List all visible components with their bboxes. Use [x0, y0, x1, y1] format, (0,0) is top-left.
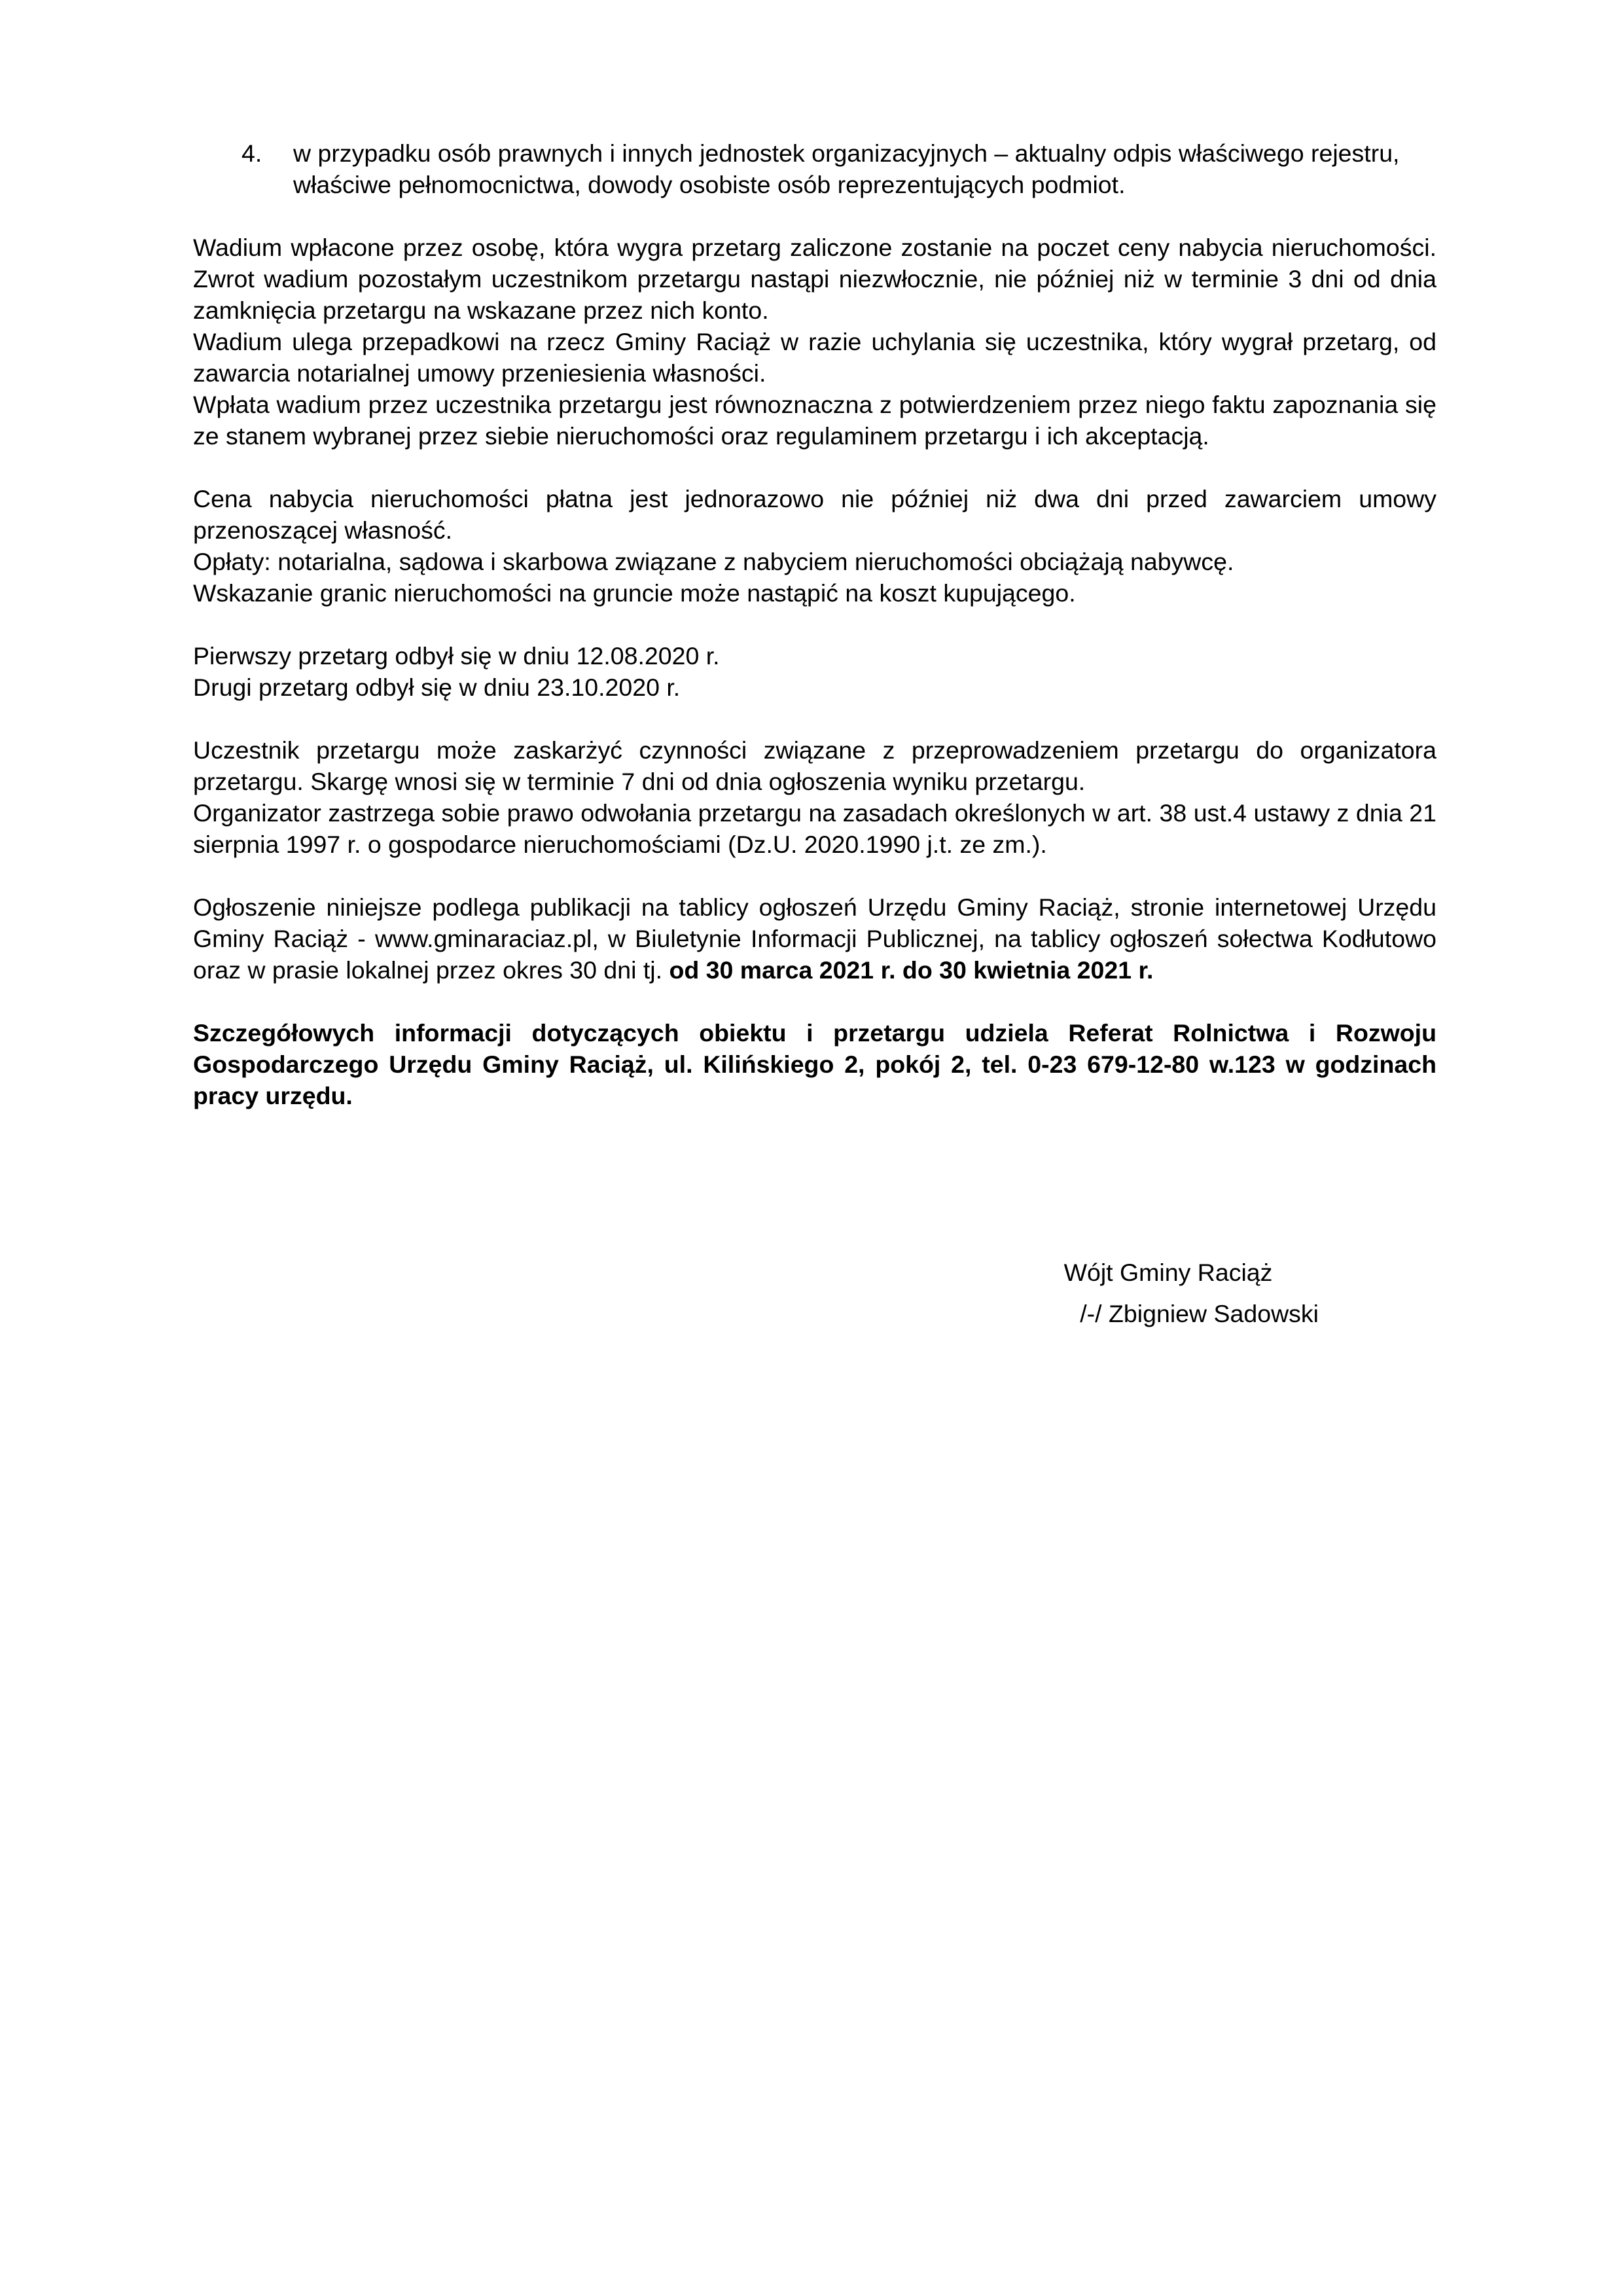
signature-block — [1018, 1257, 1319, 1329]
first-tender-date: Pierwszy przetarg odbył się w dniu 12.08.2020 r. — [193, 642, 720, 670]
contact-section — [193, 1017, 1436, 1111]
previous-tenders-section — [193, 640, 1436, 703]
wadium-paragraph-3: Wpłata wadium przez uczestnika przetargu jest równoznaczna z potwierdzeniem przez niego faktu zapoznania się ze stanem wybranej przez siebie nieruchomości oraz regulaminem przetargu i ich akceptacją. — [193, 391, 1436, 450]
document-body — [193, 137, 1436, 1111]
wadium-paragraph-1: Wadium wpłacone przez osobę, która wygra przetarg zaliczone zostanie na poczet ceny nabycia nieruchomości. Zwrot wadium pozostałym uczestnikom przetargu nastąpi niezwłocznie, nie później niż w terminie 3 dni od dnia zamknięcia przetargu na wskazane przez nich konto. — [193, 234, 1436, 324]
price-section — [193, 483, 1436, 609]
boundaries-paragraph: Wskazanie granic nieruchomości na gruncie może nastąpić na koszt kupującego. — [193, 579, 1076, 607]
publication-paragraph — [193, 891, 1436, 986]
signature-title: Wójt Gminy Raciąż — [1063, 1259, 1273, 1286]
publication-period: od 30 marca 2021 r. do 30 kwietnia 2021 r. — [669, 956, 1154, 984]
wadium-paragraph-2: Wadium ulega przepadkowi na rzecz Gminy Raciąż w razie uchylania się uczestnika, który wygrał przetarg, od zawarcia notarialnej umowy przeniesienia własności. — [193, 328, 1436, 387]
signature-name: /-/ Zbigniew Sadowski — [1080, 1300, 1319, 1327]
price-paragraph-1: Cena nabycia nieruchomości płatna jest jednorazowo nie później niż dwa dni przed zawarciem umowy przenoszącej własność. — [193, 485, 1436, 544]
wadium-section — [193, 232, 1436, 452]
fees-paragraph: Opłaty: notarialna, sądowa i skarbowa związane z nabyciem nieruchomości obciążają nabywcę. — [193, 548, 1234, 575]
list-item-text: w przypadku osób prawnych i innych jednostek organizacyjnych – aktualny odpis właściwego rejestru, właściwe pełnomocnictwa, dowody osobiste osób reprezentujących podmiot. — [293, 139, 1400, 198]
cancellation-paragraph: Organizator zastrzega sobie prawo odwołania przetargu na zasadach określonych w art. 38 ust.4 ustawy z dnia 21 sierpnia 1997 r. o gospodarce nieruchomościami (Dz.U. 2020.1990 j.t. ze zm.). — [193, 799, 1436, 858]
contact-paragraph: Szczegółowych informacji dotyczących obiektu i przetargu udziela Referat Rolnictwa i Rozwoju Gospodarczego Urzędu Gminy Raciąż, ul. Kilińskiego 2, pokój 2, tel. 0-23 679-12-80 w.123 w godzinach pracy urzędu. — [193, 1019, 1436, 1109]
complaints-section — [193, 734, 1436, 860]
complaint-paragraph: Uczestnik przetargu może zaskarżyć czynności związane z przeprowadzeniem przetargu do organizatora przetargu. Skargę wnosi się w terminie 7 dni od dnia ogłoszenia wyniku przetargu. — [193, 736, 1436, 795]
publication-text: Ogłoszenie niniejsze podlega publikacji na tablicy ogłoszeń Urzędu Gminy Raciąż, stronie internetowej Urzędu Gminy Raciąż - www.gminaraciaz.pl, w Biuletynie Informacji Publicznej, na tablicy ogłoszeń sołectwa Kodłutowo oraz w prasie lokalnej przez okres 30 dni tj. — [193, 893, 1436, 984]
second-tender-date: Drugi przetarg odbył się w dniu 23.10.2020 r. — [193, 673, 681, 701]
publication-section — [193, 891, 1436, 986]
requirement-list-item-4 — [193, 137, 1436, 200]
list-item-number: 4. — [241, 139, 262, 167]
